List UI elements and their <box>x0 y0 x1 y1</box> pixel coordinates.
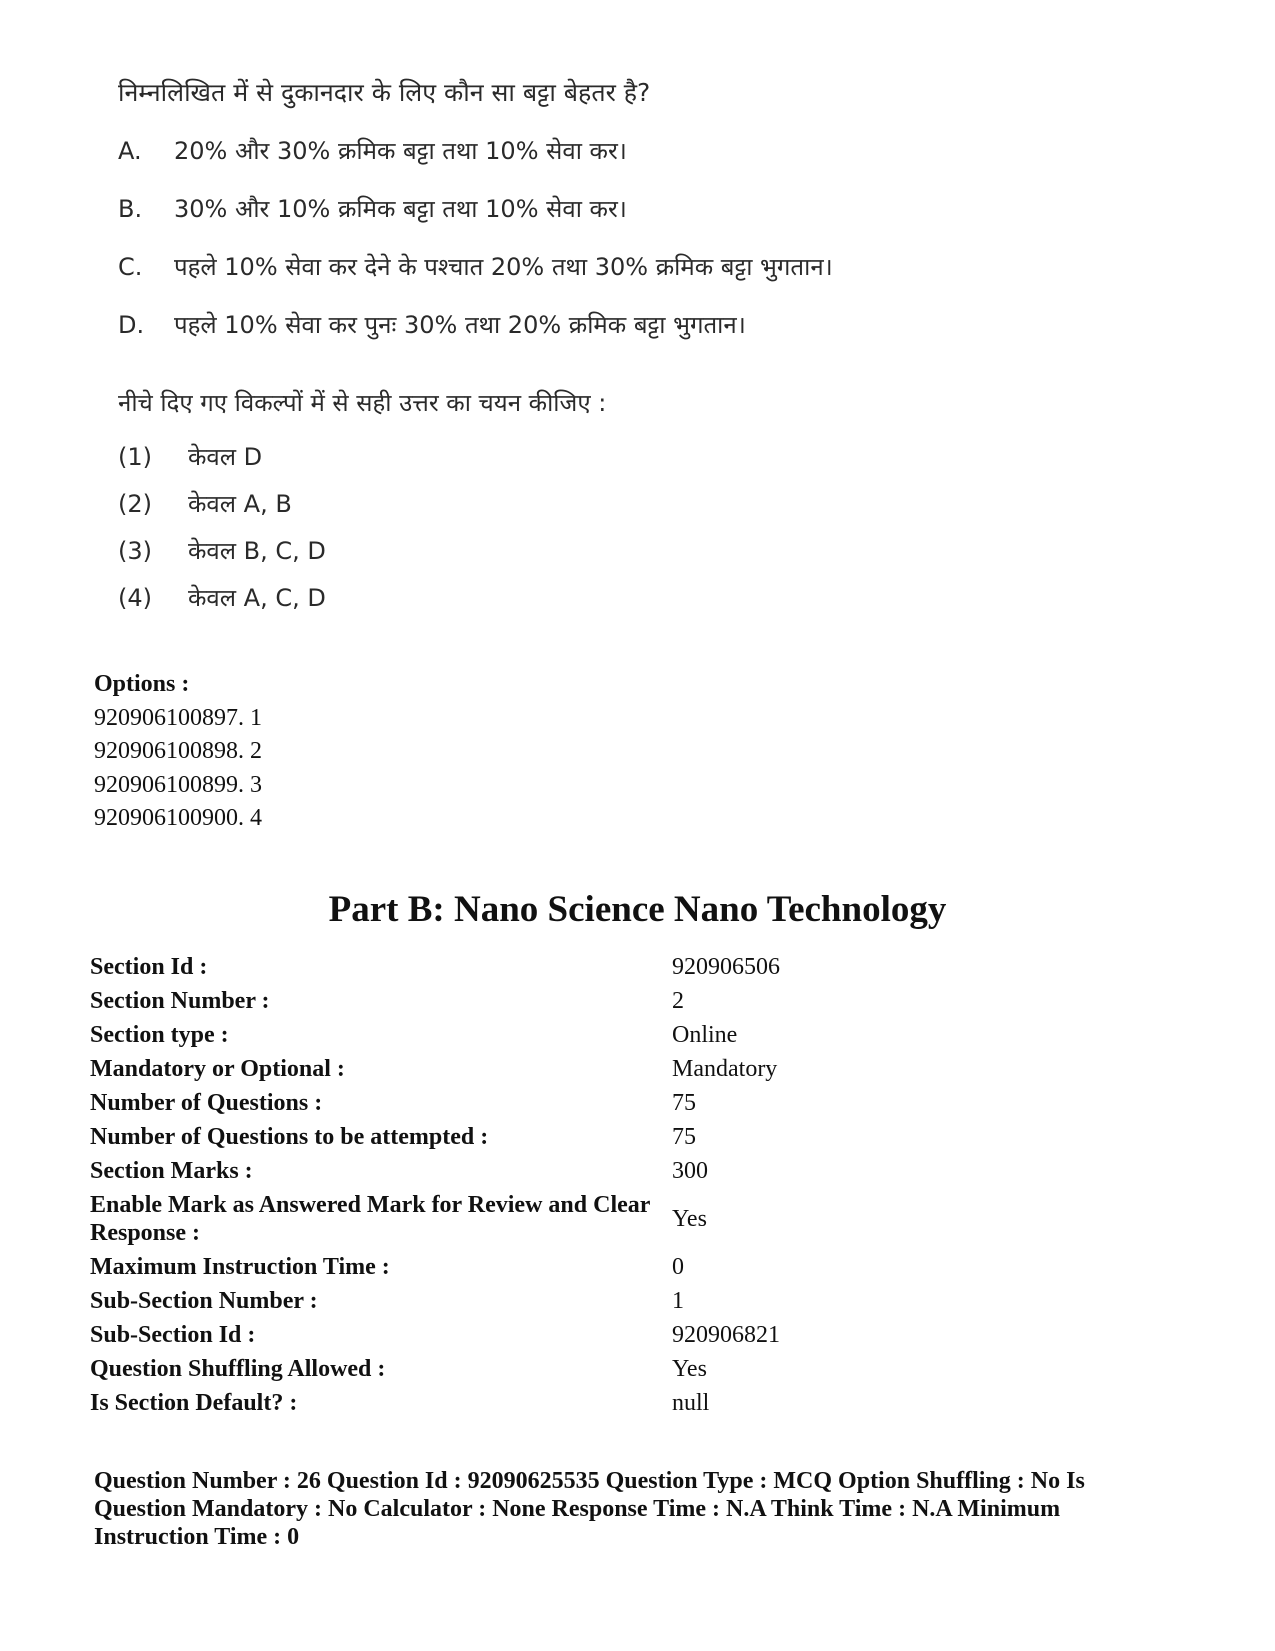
section-detail-row <box>90 950 1190 984</box>
statement-a <box>118 136 878 166</box>
statement-d <box>118 310 878 340</box>
section-detail-row <box>90 1120 1190 1154</box>
detail-key: Section Marks : <box>90 1158 253 1184</box>
detail-key: Enable Mark as Answered Mark for Review and Clear Response : <box>90 1192 650 1246</box>
detail-key: Question Shuffling Allowed : <box>90 1356 386 1382</box>
choice-text: केवल A, B <box>188 490 292 518</box>
section-detail-row <box>90 1018 1190 1052</box>
option-item: 920906100897. 1 <box>94 704 262 731</box>
section-detail-row <box>90 1318 1190 1352</box>
section-detail-row <box>90 1386 1190 1420</box>
choice-item <box>118 489 878 519</box>
detail-key: Section Id : <box>90 954 208 980</box>
section-detail-row <box>90 984 1190 1018</box>
detail-key: Section type : <box>90 1022 229 1048</box>
statement-text: 20% और 30% क्रमिक बट्टा तथा 10% सेवा कर। <box>174 137 627 165</box>
statement-c <box>118 252 878 282</box>
question-metadata: Question Number : 26 Question Id : 92090625535 Question Type : MCQ Option Shuffling : No Is Question Mandatory : No Calculator : None Response Time : N.A Think Time : N.A Minimum Instruction Time : 0 <box>94 1468 1085 1550</box>
statement-b <box>118 194 878 224</box>
options-list <box>94 668 262 836</box>
option-item: 920906100899. 3 <box>94 771 262 798</box>
part-title: Part B: Nano Science Nano Technology <box>328 889 947 930</box>
detail-key: Mandatory or Optional : <box>90 1056 345 1082</box>
choice-text: केवल B, C, D <box>188 537 326 565</box>
statement-text: पहले 10% सेवा कर देने के पश्चात 20% तथा 30% क्रमिक बट्टा भुगतान। <box>174 253 833 281</box>
detail-value: 300 <box>672 1158 708 1184</box>
detail-key: Sub-Section Number : <box>90 1288 318 1314</box>
section-detail-row <box>90 1352 1190 1386</box>
statement-label: C. <box>118 253 143 281</box>
detail-value: Yes <box>672 1206 707 1232</box>
detail-value: Yes <box>672 1356 707 1382</box>
statement-label: B. <box>118 195 143 223</box>
detail-value: 920906506 <box>672 954 780 980</box>
detail-value: 75 <box>672 1124 696 1150</box>
choice-text: केवल D <box>188 443 263 471</box>
section-detail-row <box>90 1250 1190 1284</box>
option-item: 920906100900. 4 <box>94 805 262 831</box>
detail-value: 920906821 <box>672 1322 780 1348</box>
choice-item <box>118 536 878 566</box>
question-stem: निम्नलिखित में से दुकानदार के लिए कौन सा बट्टा बेहतर है? <box>118 78 651 107</box>
detail-key: Section Number : <box>90 988 270 1014</box>
detail-value: null <box>672 1390 710 1416</box>
section-detail-row <box>90 1188 1190 1250</box>
section-detail-row <box>90 1284 1190 1318</box>
choice-number: (3) <box>118 537 152 565</box>
detail-key: Maximum Instruction Time : <box>90 1254 390 1280</box>
option-item: 920906100898. 2 <box>94 738 262 764</box>
detail-key: Is Section Default? : <box>90 1390 298 1416</box>
choice-number: (2) <box>118 490 152 518</box>
choice-item <box>118 442 878 472</box>
detail-value: 75 <box>672 1090 696 1116</box>
detail-value: 1 <box>672 1288 684 1314</box>
section-detail-row <box>90 1052 1190 1086</box>
options-heading: Options : <box>94 671 190 697</box>
choice-number: (4) <box>118 584 152 612</box>
statement-text: पहले 10% सेवा कर पुनः 30% तथा 20% क्रमिक बट्टा भुगतान। <box>174 311 746 339</box>
detail-key: Number of Questions : <box>90 1090 323 1116</box>
choice-number: (1) <box>118 443 152 471</box>
statement-text: 30% और 10% क्रमिक बट्टा तथा 10% सेवा कर। <box>174 195 627 223</box>
question-image <box>118 78 878 613</box>
detail-value: 2 <box>672 988 684 1014</box>
statement-label: A. <box>118 137 142 165</box>
section-detail-row <box>90 1086 1190 1120</box>
section-detail-row <box>90 1154 1190 1188</box>
detail-value: Mandatory <box>672 1056 778 1082</box>
detail-key: Sub-Section Id : <box>90 1322 256 1348</box>
detail-value: Online <box>672 1022 738 1048</box>
choice-item <box>118 583 878 613</box>
detail-key: Number of Questions to be attempted : <box>90 1124 489 1150</box>
choice-text: केवल A, C, D <box>188 584 326 612</box>
question-instruction: नीचे दिए गए विकल्पों में से सही उत्तर का चयन कीजिए : <box>118 389 607 417</box>
section-details-table <box>90 950 1190 1420</box>
statement-label: D. <box>118 311 145 339</box>
choice-list <box>118 442 878 613</box>
detail-value: 0 <box>672 1254 684 1280</box>
